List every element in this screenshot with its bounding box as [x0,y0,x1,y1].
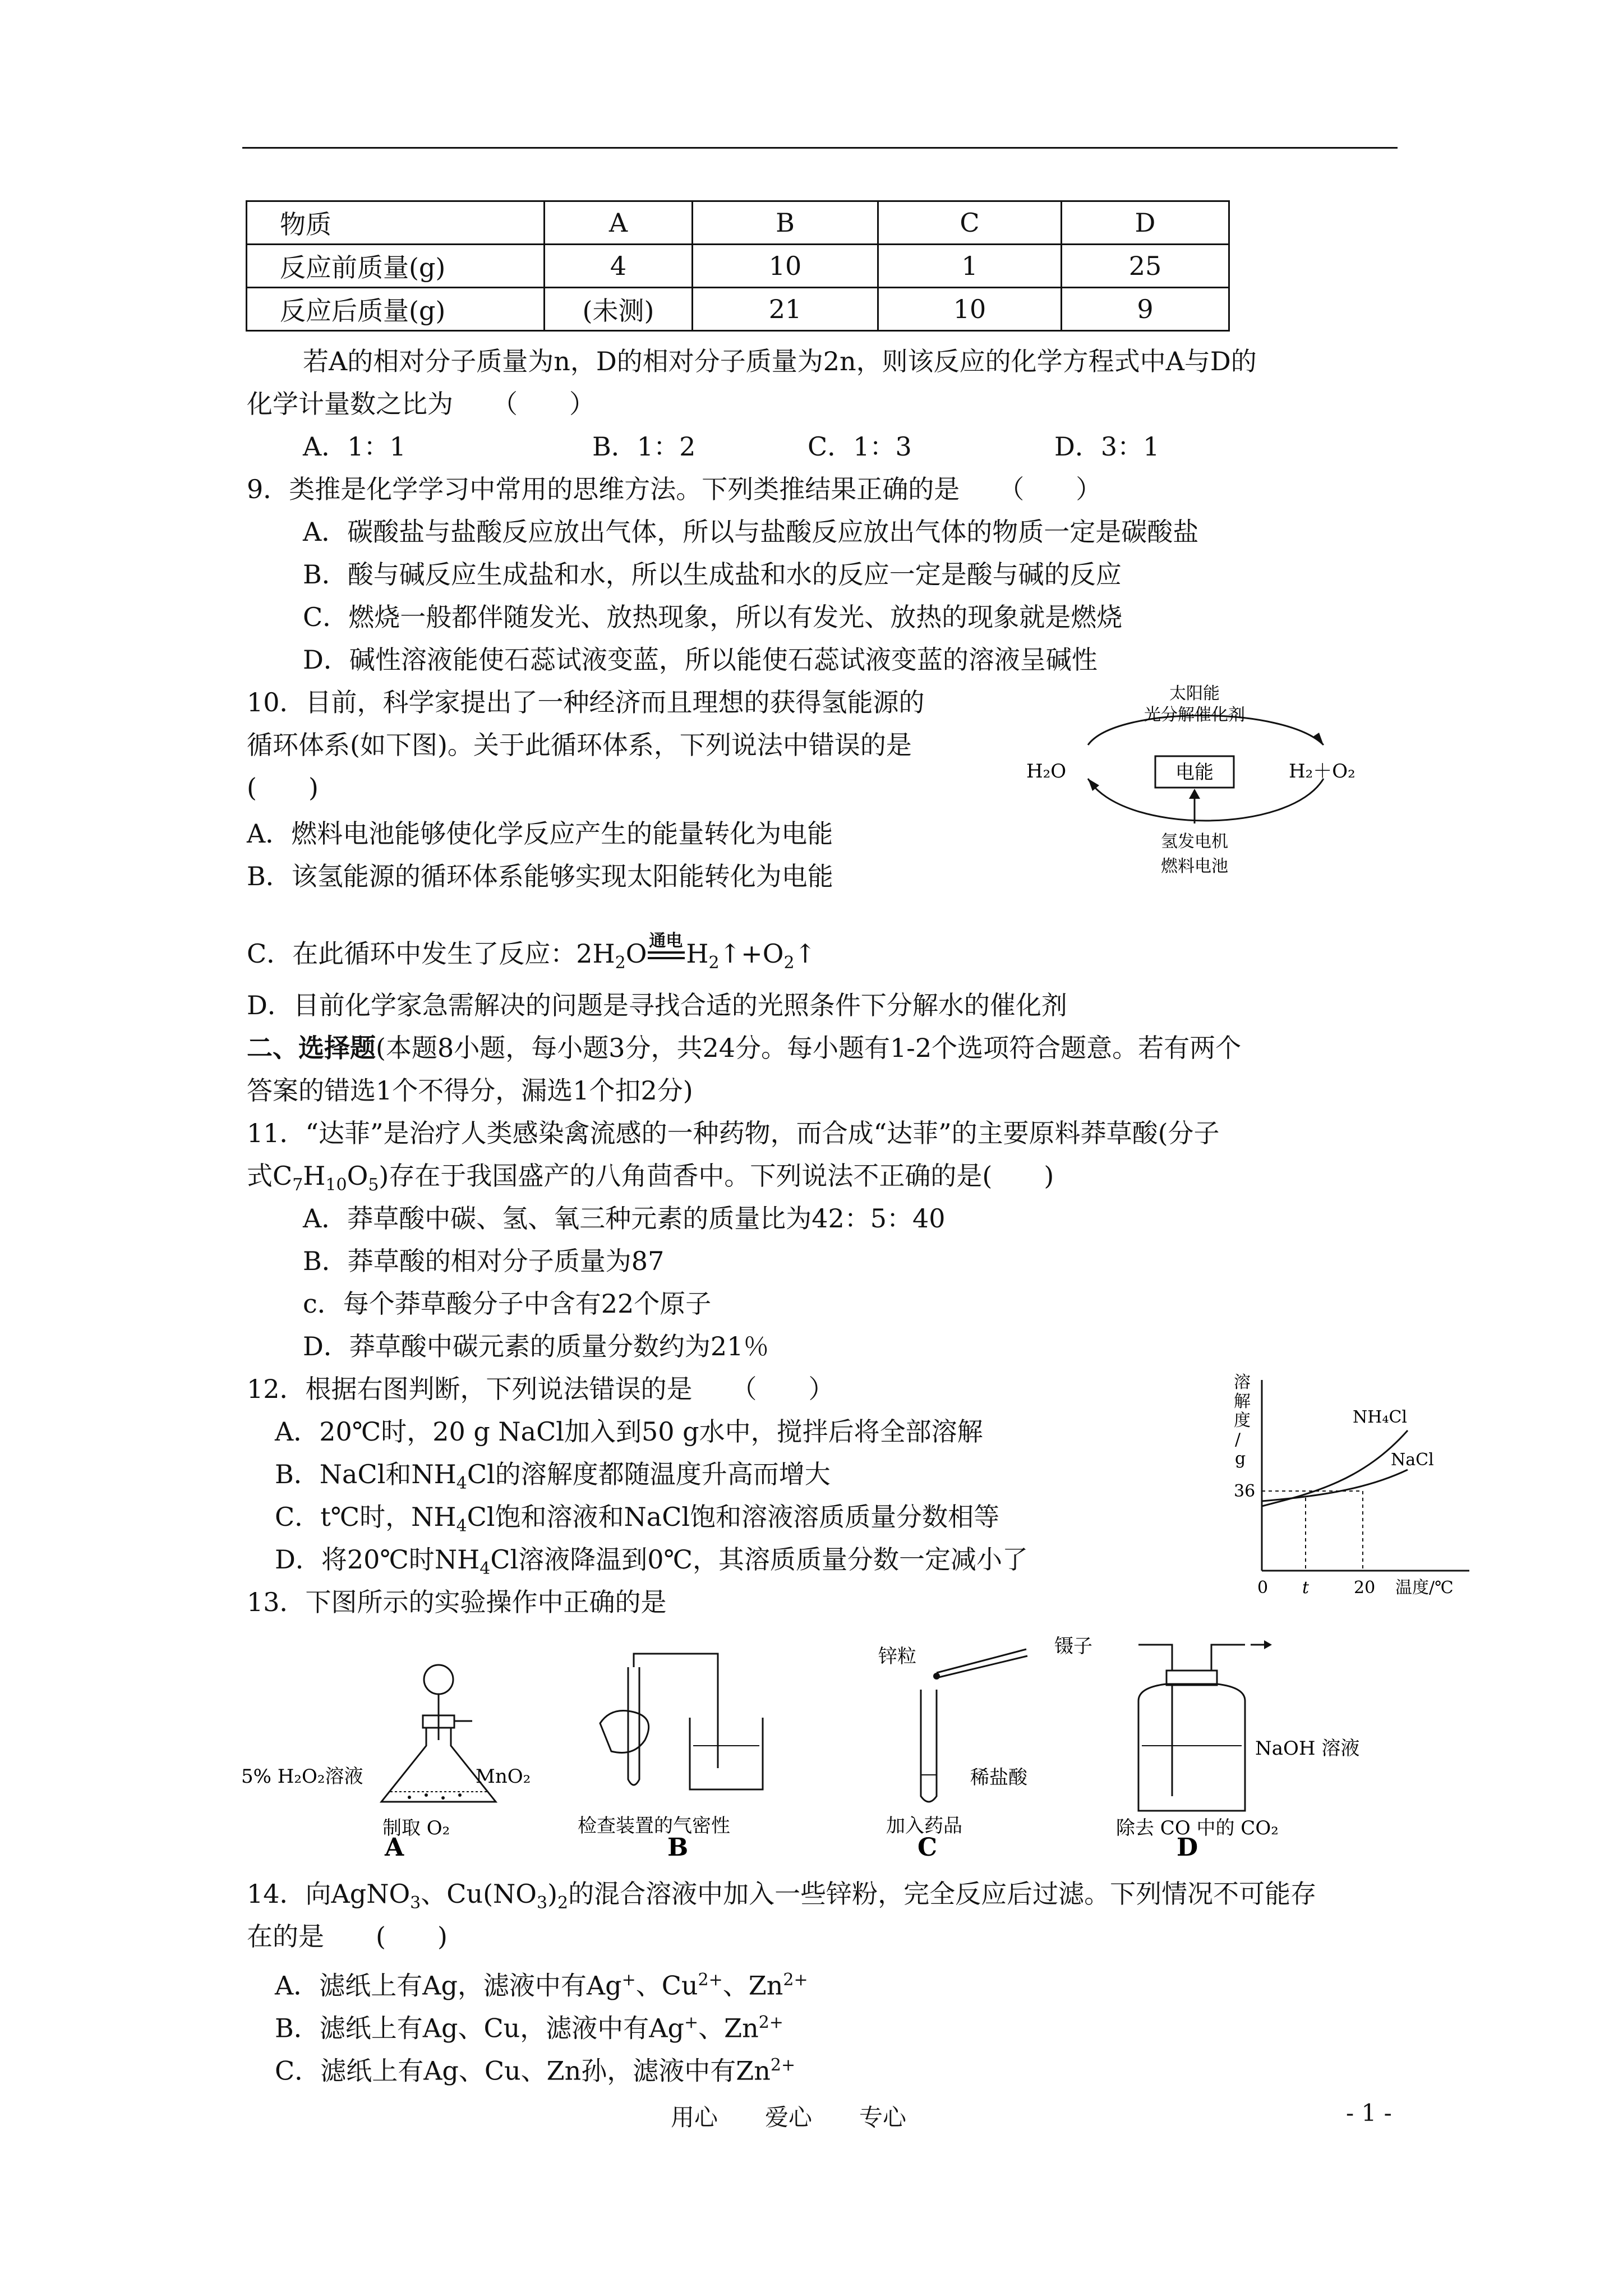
table-cell: A [545,201,693,245]
q10-stem-line2: 循环体系(如下图)。关于此循环体系，下列说法中错误的是 [247,730,912,760]
equation-h2o: $2H_2O$ [576,938,647,973]
q12-option-a: A．20℃时，20 g NaCl加入到50 g水中，搅拌后将全部溶解 [275,1416,983,1447]
diagram-label-bottom2: 燃料电池 [1161,857,1228,876]
q12-stem: 12．根据右图判断，下列说法错误的是 （ ） [247,1374,834,1404]
table-cell: C [878,201,1062,245]
x-tick-20: 20 [1354,1578,1376,1598]
q9-option-c: C．燃烧一般都伴随发光、放热现象，所以有发光、放热的现象就是燃烧 [303,602,1123,632]
table-cell: (未测) [545,288,693,331]
fig-b-caption: 检查装置的气密性 [578,1815,730,1837]
q9-stem: 9．类推是化学学习中常用的思维方法。下列类推结果正确的是 （ ） [247,474,1102,504]
q14-option-b: B．滤纸上有Ag、Cu，滤液中有Ag+、$Zn^{2+}$ [275,2013,783,2044]
fig-b-letter: B [667,1833,689,1862]
nacl-label: NaCl [1391,1450,1434,1470]
fig-a-letter: A [385,1833,404,1862]
y-tick-36: 36 [1234,1481,1256,1501]
q8-option-c: C．1：3 [808,431,912,462]
table-cell: B [693,201,878,245]
fig-c-label-zinc: 锌粒 [878,1645,916,1668]
fig-d-label: NaOH 溶液 [1255,1737,1360,1760]
mass-table [246,200,1230,332]
q8-stem-line1: 若A的相对分子质量为n，D的相对分子质量为2n，则该反应的化学方程式中A与D的 [303,346,1257,376]
table-row [247,288,1229,331]
apparatus-a [241,1665,531,1862]
footer-motto: 用心 爱心 专心 [671,2104,907,2131]
q8-option-d: D．3：1 [1054,431,1160,462]
x-axis-label: 温度/℃ [1395,1578,1454,1598]
q13-stem: 13．下图所示的实验操作中正确的是 [247,1587,667,1617]
fig-d-letter: D [1177,1833,1198,1862]
nh4cl-curve [1262,1430,1408,1506]
diagram-label-bottom1: 氢发电机 [1161,832,1228,852]
q8-option-b: B．1：2 [592,431,696,462]
q9-option-b: B．酸与碱反应生成盐和水，所以生成盐和水的反应一定是酸与碱的反应 [303,559,1122,590]
q14-option-a: A．滤纸上有Ag，滤液中有Ag+、$Cu^{2+}$、$Zn^{2+}$ [275,1970,808,2001]
q11-stem-line2: 式$C_7H_{10}O_5$)存在于我国盛产的八角茴香中。下列说法不正确的是( ) [247,1161,1054,1195]
q14-option-c: C．滤纸上有Ag、Cu、Zn孙，滤液中有$Zn^{2+}$ [275,2055,796,2086]
section2-title: 二、选择题 [247,1033,376,1063]
q14-stem-line2: 在的是 ( ) [247,1921,448,1952]
q9-option-a: A．碳酸盐与盐酸反应放出气体，所以与盐酸反应放出气体的物质一定是碳酸盐 [303,517,1199,547]
table-header-row [247,201,1229,245]
q11-option-a: A．莽草酸中碳、氢、氧三种元素的质量比为42：5：40 [303,1203,946,1234]
diagram-label-center: 电能 [1175,761,1214,784]
nacl-curve [1262,1470,1408,1501]
q12-option-d: D．将20℃时$NH_4Cl$溶液降温到0℃，其溶质质量分数一定减小了 [275,1544,1028,1579]
q10-option-c-prefix: C．在此循环中发生了反应： [247,938,577,969]
y-label-5: g [1235,1449,1246,1469]
diagram-label-right: H₂＋O₂ [1289,760,1355,783]
fig-a-caption: 制取 O₂ [382,1817,450,1839]
q11-option-c: c．每个莽草酸分子中含有22个原子 [303,1289,712,1319]
q9-option-d: D．碱性溶液能使石蕊试液变蓝，所以能使石蕊试液变蓝的溶液呈碱性 [303,645,1098,675]
table-cell: 9 [1062,288,1229,331]
nh4cl-label: NH₄Cl [1353,1407,1407,1427]
fig-a-label-left: 5% H₂O₂溶液 [241,1765,363,1788]
q10-stem-line3: ( ) [247,772,319,803]
fig-c-label-tweezers: 镊子 [1054,1635,1092,1658]
q8-option-a: A．1：1 [303,431,406,462]
solubility-graph [1223,1369,1486,1604]
hydrogen-cycle-diagram [1021,683,1391,896]
diagram-label-top2: 光分解催化剂 [1144,705,1245,725]
q12-option-b: B．NaCl和$NH_4Cl$的溶解度都随温度升高而增大 [275,1459,831,1494]
equation-condition: 通电 [648,945,685,967]
page-number: - 1 - [1346,2099,1392,2127]
lab-operations-figure [241,1634,1396,1869]
header-rule [242,147,1398,149]
q10-option-a: A．燃料电池能够使化学反应产生的能量转化为电能 [247,818,833,849]
y-label-1: 溶 [1234,1373,1251,1392]
q10-option-b: B．该氢能源的循环体系能够实现太阳能转化为电能 [247,861,833,891]
section2-text-line1: (本题8小题，每小题3分，共24分。每小题有1-2个选项符合题意。若有两个 [376,1033,1242,1063]
fig-d-caption: 除去 CO 中的 CO₂ [1116,1817,1279,1839]
y-label-4: / [1235,1430,1241,1450]
table-cell: 10 [878,288,1062,331]
table-cell: 反应前质量(g) [247,245,545,288]
q10-stem-line1: 10．目前，科学家提出了一种经济而且理想的获得氢能源的 [247,687,925,717]
section2-text-line2: 答案的错选1个不得分，漏选1个扣2分) [247,1075,693,1106]
fig-c-caption: 加入药品 [886,1815,962,1837]
section2-header [247,1031,1241,1065]
y-label-3: 度 [1234,1411,1251,1430]
x-tick-0: 0 [1257,1578,1269,1598]
apparatus-c [878,1635,1092,1862]
q11-option-d: D．莽草酸中碳元素的质量分数约为21％ [303,1331,769,1361]
q11-option-b: B．莽草酸的相对分子质量为87 [303,1246,665,1276]
q10-option-c [247,931,817,980]
q11-stem-line1: 11．“达菲”是治疗人类感染禽流感的一种药物，而合成“达菲”的主要原料莽草酸(分子 [247,1118,1220,1148]
table-cell: 10 [693,245,878,288]
y-label-2: 解 [1234,1392,1251,1411]
table-cell: 25 [1062,245,1229,288]
equation-products: $H_2↑+O_2↑$ [686,938,817,973]
apparatus-b [578,1654,763,1862]
x-tick-t: t [1302,1578,1310,1598]
q14-stem-line1: 14．向AgNO$_3$、$Cu(NO_3)_2$的混合溶液中加入一些锌粉，完全反应后过滤。下列情况不可能存 [247,1879,1317,1913]
apparatus-d [1116,1640,1359,1862]
q12-option-c: C．t℃时，$NH_4Cl$饱和溶液和NaCl饱和溶液溶质质量分数相等 [275,1502,1000,1536]
fig-a-label-right: MnO₂ [476,1765,531,1788]
table-cell: 4 [545,245,693,288]
table-cell: 1 [878,245,1062,288]
q10-option-d: D．目前化学家急需解决的问题是寻找合适的光照条件下分解水的催化剂 [247,990,1067,1020]
table-cell: 21 [693,288,878,331]
table-cell: D [1062,201,1229,245]
table-cell: 物质 [247,201,545,245]
table-cell: 反应后质量(g) [247,288,545,331]
diagram-label-top1: 太阳能 [1169,684,1220,703]
diagram-label-left: H₂O [1026,760,1067,783]
fig-c-label-acid: 稀盐酸 [970,1766,1027,1789]
table-row [247,245,1229,288]
fig-c-letter: C [917,1833,938,1862]
q8-stem-line2: 化学计量数之比为 （ ） [247,389,595,419]
